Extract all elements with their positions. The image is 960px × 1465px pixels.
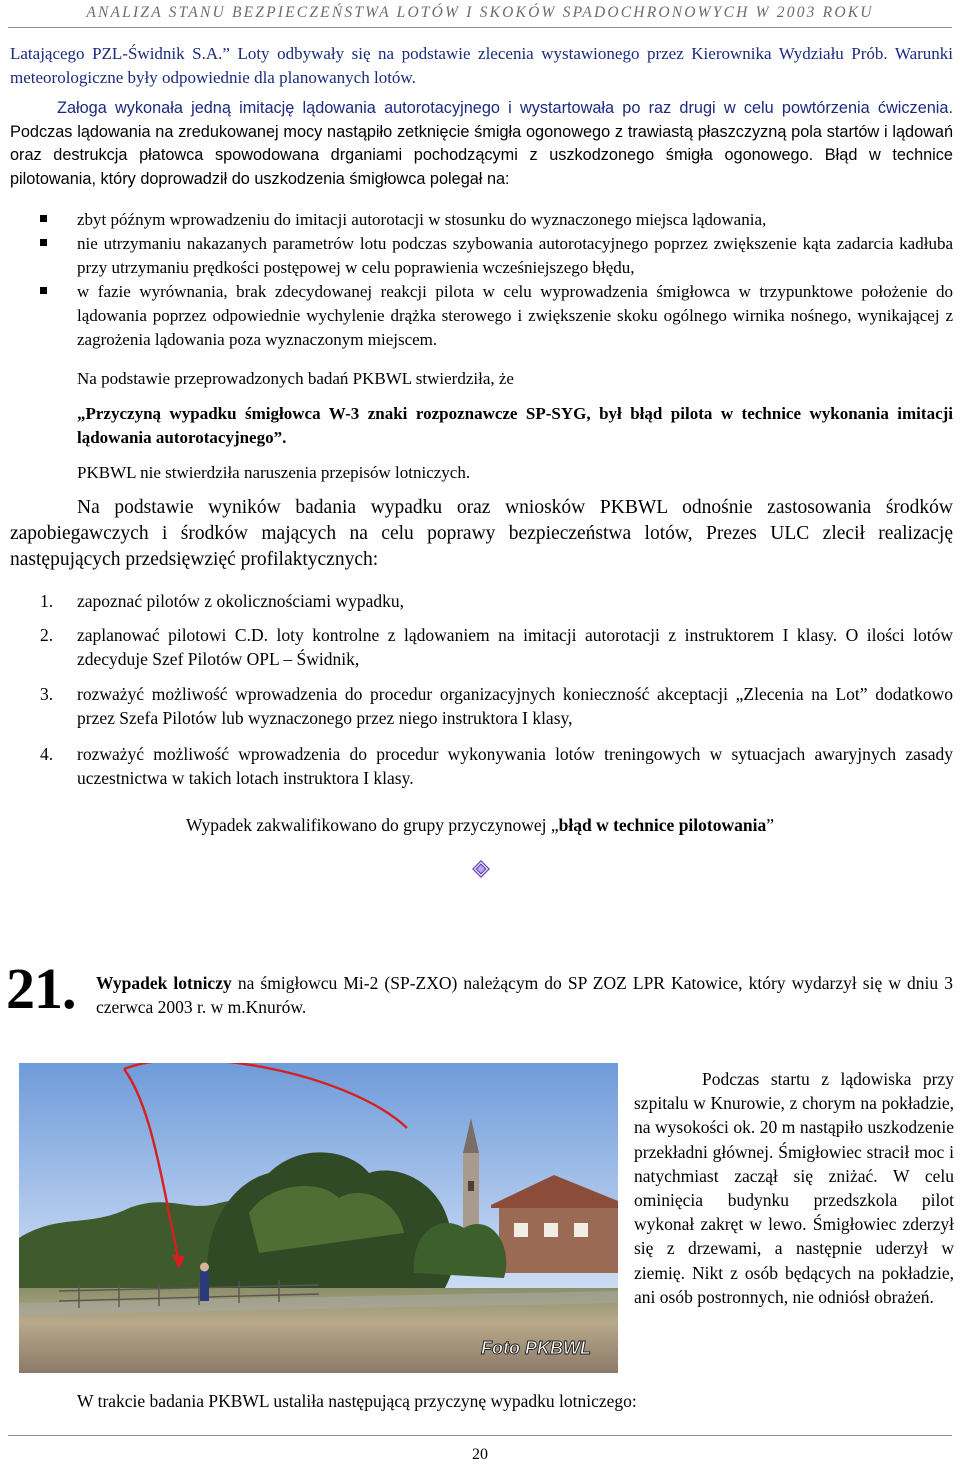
page-number: 20 <box>472 1446 488 1463</box>
photo-watermark: Foto PKBWL <box>481 1338 591 1358</box>
paragraph-crew-maneuver <box>10 97 953 191</box>
accident-description: Podczas startu z lądowiska przy szpitalu w Knurowie, z chorym na pokładzie, na wysokości ok. 20 m nastąpiło uszkodzenie przekładni głównej. Śmigłowiec stracił moc i natychmiast zaczął się zniżać. W celu ominięcia budynku przedszkola pilot wykonał zakręt w lewo. Śmigłowiec zderzył się z drzewami, a następnie uderzył w ziemię. Nikt z osób będących na pokładzie, ani osób postronnych, nie odniósł obrażeń. <box>634 1069 954 1307</box>
prevention-intro: Na podstawie wyników badania wypadku oraz wniosków PKBWL odnośnie zastosowania środków zapobiegawczych i środków mających na celu poprawy bezpieczeństwa lotów, Prezes ULC zlecił realizację następujących przedsięwzięć profilaktycznych: <box>10 497 953 570</box>
list-item: nie utrzymaniu nakazanych parametrów lotu podczas szybowania autorotacyjnego poprzez zwiększenie kąta zadarcia kadłuba przy utrzymaniu prędkości postępowej w celu poprawienia wcześniejszego błędu, <box>40 232 953 280</box>
landing-description-text: Podczas lądowania na zredukowanej mocy nastąpiło zetknięcie śmigła ogonowego z trawiastą płaszczyzną pola startów i lądowań oraz destrukcja płatowca spowodowana drganiami pochodzącymi z uszkodzonego śmigła ogonowego. Błąd w technice pilotowania, który doprowadził do uszkodzenia śmigłowca polegał na: <box>10 122 953 188</box>
accident-cause-statement: „Przyczyną wypadku śmigłowca W-3 znaki rozpoznawcze SP-SYG, był błąd pilota w technice wykonania imitacji lądowania autorotacyjnego”. <box>77 404 953 447</box>
action-item-2: 2. zaplanować pilotowi C.D. loty kontrolne z lądowaniem na imitacji autorotacji z instruktorem I klasy. O ilości lotów zdecyduje Szef Pilotów OPL – Świdnik, <box>40 625 953 669</box>
accident-site-photo <box>19 1063 618 1373</box>
error-list <box>40 208 953 352</box>
list-item: w fazie wyrównania, brak zdecydowanej reakcji pilota w celu wyprowadzenia śmigłowca w trzypunktowe położenie do lądowania poprzez odpowiednie wychylenie drążka sterowego i zwiększenie skoku ogólnego wirnika nośnego, wynikającej z zagrożenia lądowania poza wyznaczonym miejscem. <box>40 280 953 352</box>
findings-intro: Na podstawie przeprowadzonych badań PKBWL stwierdziła, że <box>77 369 514 388</box>
square-bullet-icon <box>40 239 47 246</box>
square-bullet-icon <box>40 287 47 294</box>
action-item-3: 3. rozważyć możliwość wprowadzenia do procedur organizacyjnych konieczność akceptacji „Zlecenia na Lot” dodatkowo przez Szefa Pilotów lub wyznaczonego przez niego instruktora I klasy, <box>40 684 953 728</box>
list-item: zbyt późnym wprowadzeniu do imitacji autorotacji w stosunku do wyznaczonego miejsca lądowania, <box>40 208 953 232</box>
footer-rule <box>8 1435 952 1436</box>
crew-lead-text: Załoga wykonała jedną imitację lądowania autorotacyjnego i wystartowała po raz drugi w celu powtórzenia ćwiczenia. <box>57 99 953 117</box>
action-item-4: 4. rozważyć możliwość wprowadzenia do procedur wykonywania lotów treningowych w sytuacjach awaryjnych zasady uczestnictwa w takich lotach instruktora I klasy. <box>40 744 953 788</box>
section-heading-text: Wypadek lotniczy na śmigłowcu Mi-2 (SP-ZXO) należącym do SP ZOZ LPR Katowice, który wydarzył się w dniu 3 czerwca 2003 r. w m.Knurów. <box>96 973 954 1017</box>
action-item-1: 1. zapoznać pilotów z okolicznościami wypadku, <box>40 591 405 611</box>
section-number: 21. <box>6 956 76 1021</box>
no-violation-statement: PKBWL nie stwierdziła naruszenia przepisów lotniczych. <box>77 463 471 482</box>
section-separator-icon <box>472 860 490 878</box>
cause-group: błąd w technice pilotowania <box>558 815 767 835</box>
cause-intro-line: W trakcie badania PKBWL ustaliła następującą przyczynę wypadku lotniczego: <box>77 1391 637 1411</box>
classification-line: Wypadek zakwalifikowano do grupy przyczynowej „błąd w technice pilotowania” <box>185 815 774 835</box>
paragraph-continuation: Latającego PZL-Świdnik S.A.” Loty odbywały się na podstawie zlecenia wystawionego przez Kierownika Wydziału Prób. Warunki meteorologiczne były odpowiednie dla planowanych lotów. <box>10 44 953 87</box>
square-bullet-icon <box>40 215 47 222</box>
header-rule <box>8 27 952 28</box>
running-header: ANALIZA STANU BEZPIECZEŃSTWA LOTÓW I SKOKÓW SPADOCHRONOWYCH W 2003 ROKU <box>86 4 874 21</box>
